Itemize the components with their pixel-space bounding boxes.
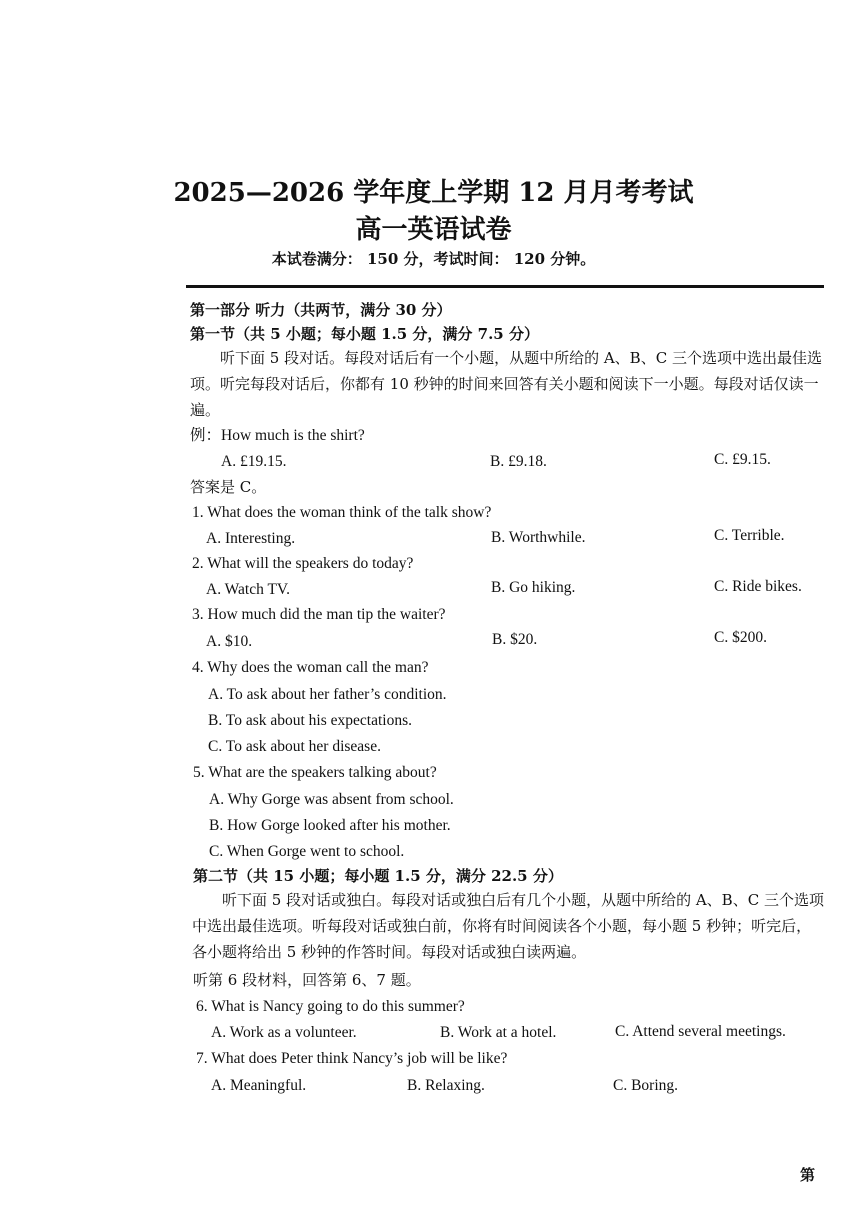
question-5-option-b: B. How Gorge looked after his mother. — [209, 817, 451, 834]
header-divider — [186, 285, 824, 288]
question-7-option-a: A. Meaningful. — [211, 1077, 307, 1094]
question-6-option-a: A. Work as a volunteer. — [211, 1024, 357, 1041]
question-1: 1. What does the woman think of the talk show? — [192, 504, 492, 521]
question-6: 6. What is Nancy going to do this summer? — [196, 998, 465, 1015]
question-4-option-a: A. To ask about her father’s condition. — [208, 686, 447, 703]
section1-instructions: 听下面 5 段对话。每段对话后有一个小题，从题中所给的 A、B、C 三个选项中选出最佳选项。听完每段对话后，你都有 10 秒钟的时间来回答有关小题和阅读下一小题。每段对话仅读一遍。 — [190, 349, 822, 419]
section2-instructions: 听下面 5 段对话或独白。每段对话或独白后有几个小题，从题中所给的 A、B、C 三个选项中选出最佳选项。听每段对话或独白前，你将有时间阅读各个小题，每小题 5 秒钟；听完后，各小题将给出 5 秒钟的作答时间。每段对话或独白读两遍。 — [192, 891, 824, 961]
question-7-option-b: B. Relaxing. — [407, 1077, 485, 1094]
example-option-b: B. £9.18. — [490, 453, 547, 470]
example-option-a: A. £19.15. — [221, 453, 287, 470]
page-number-label: 第 — [800, 1166, 816, 1184]
question-2: 2. What will the speakers do today? — [192, 555, 414, 572]
question-4-option-b: B. To ask about his expectations. — [208, 712, 412, 729]
exam-meta: 本试卷满分： 150 分，考试时间： 120 分钟。 — [271, 250, 596, 268]
question-2-option-b: B. Go hiking. — [491, 579, 576, 596]
material-note: 听第 6 段材料，回答第 6、7 题。 — [193, 971, 421, 989]
question-5: 5. What are the speakers talking about? — [193, 764, 437, 781]
exam-title: 2025—2026 学年度上学期 12 月月考考试 — [173, 178, 694, 208]
question-1-option-a: A. Interesting. — [206, 530, 296, 547]
section1-heading: 第一节（共 5 小题；每小题 1.5 分，满分 7.5 分） — [190, 325, 539, 343]
section2-heading: 第二节（共 15 小题；每小题 1.5 分，满分 22.5 分） — [193, 867, 563, 885]
part1-heading: 第一部分 听力（共两节，满分 30 分） — [190, 301, 452, 319]
question-4-option-c: C. To ask about her disease. — [208, 738, 381, 755]
question-3-option-b: B. $20. — [492, 631, 538, 648]
question-5-option-a: A. Why Gorge was absent from school. — [209, 791, 454, 808]
question-2-option-c: C. Ride bikes. — [714, 578, 802, 595]
question-4: 4. Why does the woman call the man? — [192, 659, 429, 676]
question-1-option-b: B. Worthwhile. — [491, 529, 586, 546]
question-7-option-c: C. Boring. — [613, 1077, 679, 1094]
example-answer: 答案是 C。 — [190, 478, 267, 496]
question-7: 7. What does Peter think Nancy’s job will be like? — [196, 1050, 508, 1067]
question-6-option-b: B. Work at a hotel. — [440, 1024, 557, 1041]
example-option-c: C. £9.15. — [714, 451, 771, 468]
question-3-option-a: A. $10. — [206, 633, 253, 650]
example-question: 例：How much is the shirt? — [190, 427, 365, 444]
exam-subtitle: 高一英语试卷 — [355, 215, 512, 245]
question-5-option-c: C. When Gorge went to school. — [209, 843, 405, 860]
question-6-option-c: C. Attend several meetings. — [615, 1023, 786, 1040]
question-2-option-a: A. Watch TV. — [206, 581, 291, 598]
question-3-option-c: C. $200. — [714, 629, 767, 646]
question-1-option-c: C. Terrible. — [714, 527, 785, 544]
question-3: 3. How much did the man tip the waiter? — [192, 606, 446, 623]
